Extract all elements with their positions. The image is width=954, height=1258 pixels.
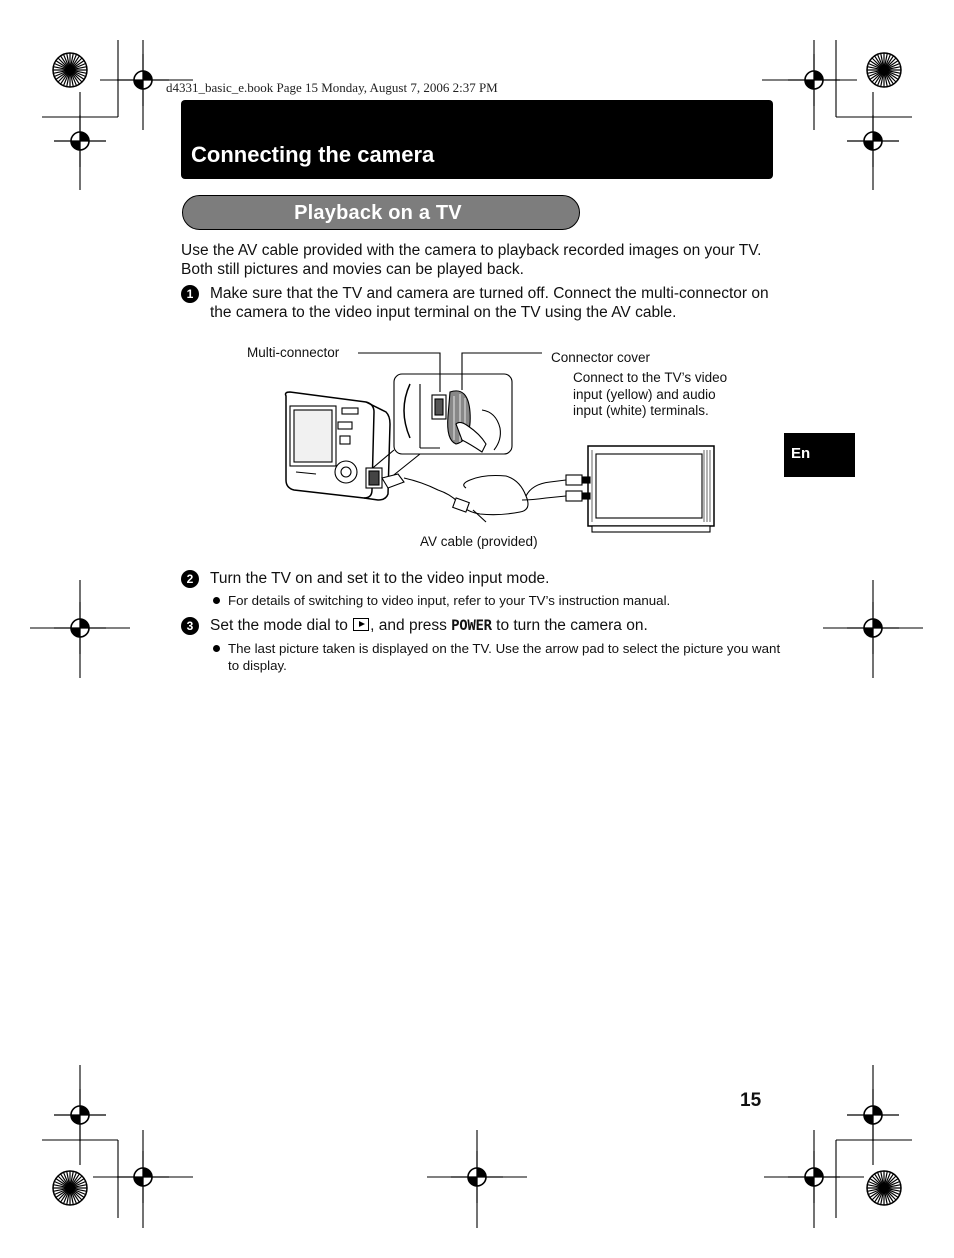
step-text: Turn the TV on and set it to the video input mode.: [210, 570, 550, 587]
chapter-title: Connecting the camera: [191, 142, 435, 167]
step-3: [181, 616, 781, 636]
color-wheel-target-icon: [867, 1171, 901, 1205]
step-text-before: Set the mode dial to: [210, 617, 353, 634]
label-av-cable: AV cable (provided): [420, 534, 538, 549]
step-3-note: [210, 640, 782, 674]
bullet-icon: [213, 597, 220, 604]
step-text-after: to turn the camera on.: [491, 617, 648, 634]
step-text: Make sure that the TV and camera are turned off. Connect the multi-connector on the camera to the video input terminal on the TV using the AV cable.: [210, 285, 769, 321]
color-wheel-target-icon: [53, 53, 87, 87]
step-number: 3: [181, 617, 199, 635]
section-title: Playback on a TV: [294, 202, 462, 224]
bullet-icon: [213, 645, 220, 652]
book-file-line: d4331_basic_e.book Page 15 Monday, August 7, 2006 2:37 PM: [166, 80, 498, 95]
step-2: [181, 569, 781, 588]
label-multi-connector: Multi-connector: [247, 345, 340, 360]
color-wheel-target-icon: [53, 1171, 87, 1205]
step-text: [210, 616, 781, 636]
label-connect-line-3: input (white) terminals.: [573, 403, 709, 418]
note-text: For details of switching to video input, refer to your TV’s instruction manual.: [228, 593, 671, 608]
language-tab: [784, 433, 855, 477]
label-connector-cover: Connector cover: [551, 350, 651, 365]
power-button-label: POWER: [451, 618, 492, 634]
step-number: 2: [181, 570, 199, 588]
note-text: The last picture taken is displayed on the TV. Use the arrow pad to select the picture you want to display.: [228, 641, 781, 673]
intro-paragraph: Use the AV cable provided with the camera to playback recorded images on your TV. Both still pictures and movies can be played back.: [181, 242, 762, 278]
color-wheel-target-icon: [867, 53, 901, 87]
label-connect-line-1: Connect to the TV’s video: [573, 370, 728, 385]
step-2-note: [210, 592, 782, 609]
section-heading: [182, 195, 580, 230]
step-number: 1: [181, 285, 199, 303]
step-1: [181, 284, 781, 322]
language-label: En: [791, 445, 811, 462]
step-text-middle: , and press: [370, 617, 452, 634]
label-connect-terminals: [573, 370, 727, 420]
chapter-banner: [181, 100, 773, 179]
page-number: 15: [740, 1090, 762, 1111]
label-connect-line-2: input (yellow) and audio: [573, 386, 716, 402]
playback-mode-icon: [353, 618, 369, 631]
